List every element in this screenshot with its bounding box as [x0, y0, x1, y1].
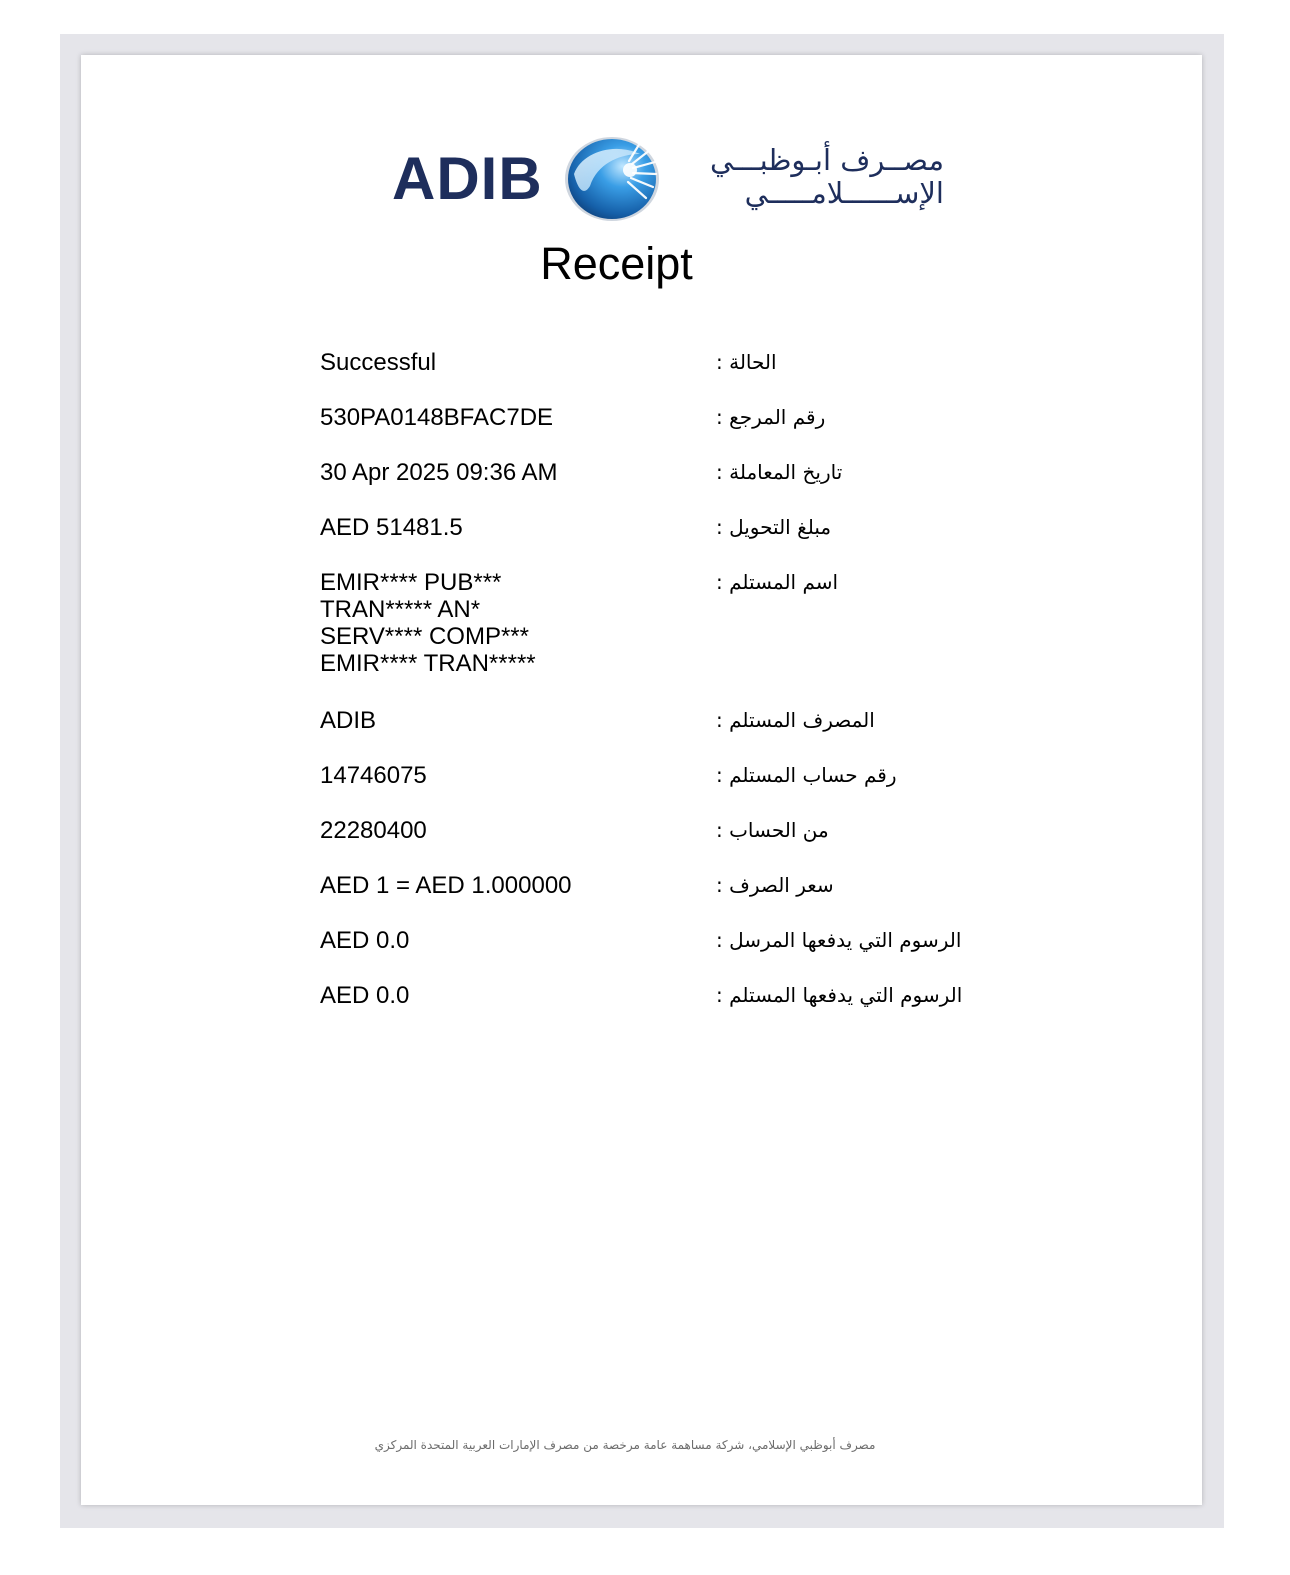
- beneficiary-name-line-3: SERV**** COMP***: [320, 623, 529, 650]
- reference-number-value: 530PA0148BFAC7DE: [320, 404, 554, 431]
- logo-wordmark: ADIB: [392, 145, 543, 212]
- transaction-date-label: تاريخ المعاملة :: [716, 460, 843, 484]
- beneficiary-account-label: رقم حساب المستلم :: [716, 763, 897, 787]
- reference-number-label: رقم المرجع :: [716, 405, 826, 429]
- beneficiary-bank-value: ADIB: [320, 707, 377, 734]
- sender-fees-value: AED 0.0: [320, 927, 410, 954]
- beneficiary-fees-value: AED 0.0: [320, 982, 410, 1009]
- beneficiary-name-line-1: EMIR**** PUB***: [320, 569, 502, 596]
- logo-arabic-line-1: مصــرف أبـوظبـــي: [709, 143, 944, 177]
- exchange-rate-label: سعر الصرف :: [716, 873, 834, 897]
- transaction-date-value: 30 Apr 2025 09:36 AM: [320, 459, 558, 486]
- from-account-value: 22280400: [320, 817, 427, 844]
- beneficiary-name-line-4: EMIR**** TRAN*****: [320, 650, 536, 677]
- beneficiary-account-value: 14746075: [320, 762, 427, 789]
- beneficiary-name-label: اسم المستلم :: [716, 570, 839, 594]
- sender-fees-label: الرسوم التي يدفعها المرسل :: [716, 928, 962, 952]
- status-value: Successful: [320, 349, 437, 376]
- exchange-rate-value: AED 1 = AED 1.000000: [320, 872, 572, 899]
- beneficiary-fees-label: الرسوم التي يدفعها المستلم :: [716, 983, 963, 1007]
- transfer-amount-value: AED 51481.5: [320, 514, 463, 541]
- beneficiary-name-line-2: TRAN***** AN*: [320, 596, 481, 623]
- beneficiary-bank-label: المصرف المستلم :: [716, 708, 875, 732]
- from-account-label: من الحساب :: [716, 818, 829, 842]
- transfer-amount-label: مبلغ التحويل :: [716, 515, 832, 539]
- legal-footer: مصرف أبوظبي الإسلامي، شركة مساهمة عامة مرخصة من مصرف الإمارات العربية المتحدة المركزي: [374, 1438, 876, 1452]
- receipt-title: Receipt: [540, 238, 693, 289]
- status-label: الحالة :: [716, 350, 777, 374]
- logo-arabic-line-2: الإســــــلامـــــي: [744, 176, 944, 210]
